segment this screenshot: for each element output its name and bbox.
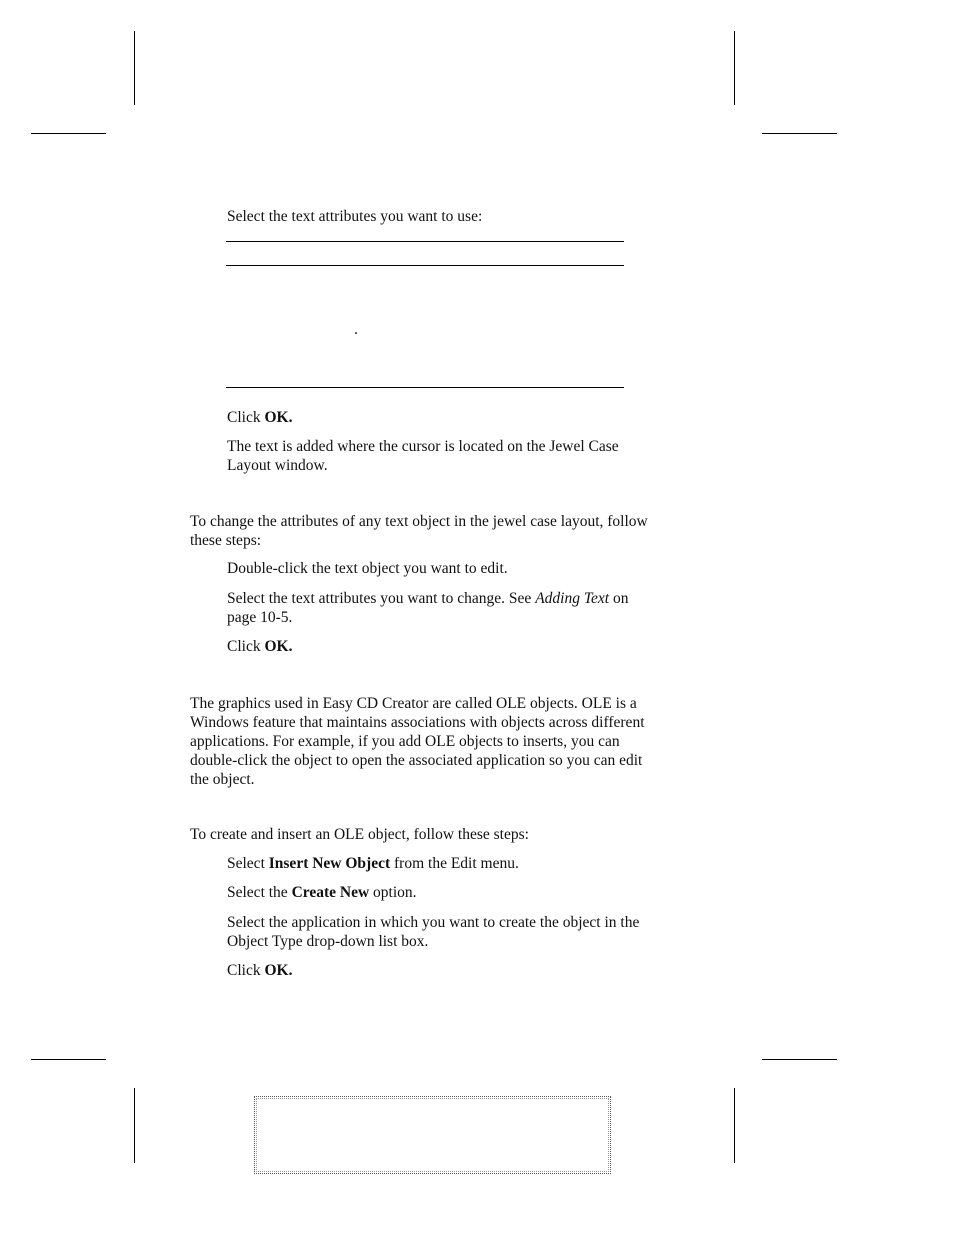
crop-mark <box>762 1059 837 1060</box>
crop-mark <box>31 133 106 134</box>
create-step-1-pre: Select <box>227 855 269 872</box>
create-step-click-ok <box>227 961 292 980</box>
create-new-label: Create New <box>291 884 370 901</box>
create-step-1-post: from the Edit menu. <box>390 855 519 872</box>
crop-mark <box>31 1059 106 1060</box>
crop-mark <box>134 31 135 105</box>
ole-paragraph: The graphics used in Easy CD Creator are called OLE objects. OLE is a Windows feature that maintains associations with objects across different applications. For example, if you add OLE objects to inserts, you can double-click the object to open the associated application so you can edit the object. <box>190 695 645 788</box>
click-prefix: Click <box>227 638 265 655</box>
table-header-rule <box>226 265 624 266</box>
step-click-ok <box>227 408 292 427</box>
text-added-note: The text is added where the cursor is located on the Jewel Case Layout window. <box>227 438 619 474</box>
create-step-2-post: option. <box>369 884 417 901</box>
change-step-1: Double-click the text object you want to edit. <box>227 560 508 577</box>
change-step-2 <box>227 589 657 627</box>
click-prefix: Click <box>227 409 265 426</box>
table-bottom-rule <box>226 387 624 388</box>
ok-label: OK. <box>264 962 293 979</box>
footer-box <box>254 1096 611 1174</box>
create-step-2-pre: Select the <box>227 884 292 901</box>
crop-mark <box>134 1088 135 1163</box>
change-step-2-post: on page 10-5. <box>227 590 629 626</box>
create-intro: To create and insert an OLE object, follow these steps: <box>190 826 529 843</box>
step-select-attributes: Select the text attributes you want to use: <box>227 208 483 225</box>
change-step-click-ok <box>227 637 292 656</box>
create-step-1 <box>227 854 519 873</box>
crop-mark <box>734 1088 735 1163</box>
change-step-2-pre: Select the text attributes you want to change. See <box>227 590 536 607</box>
create-step-3: Select the application in which you want to create the object in the Object Type drop-down list box. <box>227 914 640 950</box>
adding-text-reference: Adding Text <box>535 590 610 607</box>
create-step-2 <box>227 883 417 902</box>
ok-label: OK. <box>264 638 293 655</box>
table-dot: . <box>354 321 358 338</box>
insert-new-object-label: Insert New Object <box>268 855 391 872</box>
click-prefix: Click <box>227 962 265 979</box>
table-top-rule <box>226 241 624 242</box>
crop-mark <box>734 31 735 105</box>
change-intro: To change the attributes of any text object in the jewel case layout, follow these steps: <box>190 513 648 549</box>
crop-mark <box>762 133 837 134</box>
ok-label: OK. <box>264 409 293 426</box>
